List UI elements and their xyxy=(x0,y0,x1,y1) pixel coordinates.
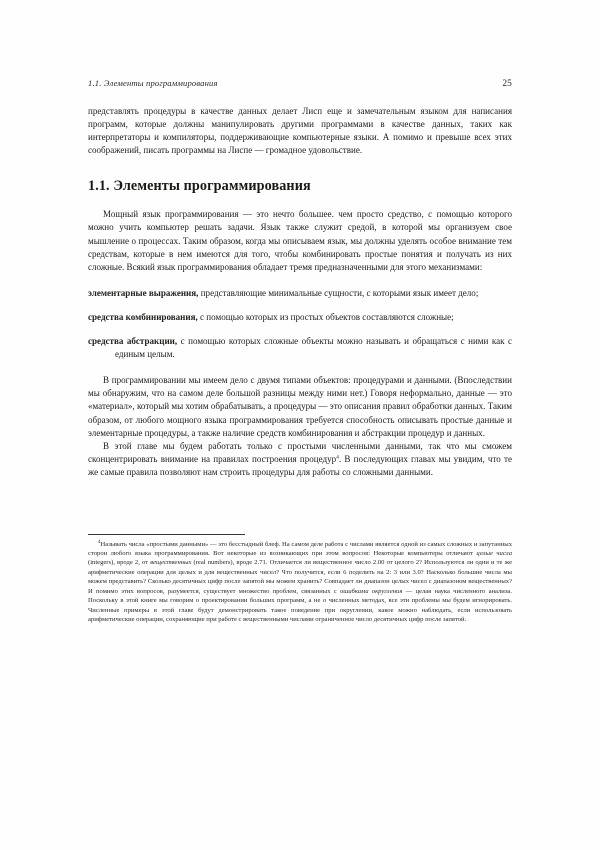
paragraph-two-object-types: В программировании мы имеем дело с двумя типами объектов: процедурами и данными. (Впоследствии мы обнаружим, что на самом деле большой разницы между ними нет.) Говоря неформально, данные — это «материал», который мы хотим обрабатывать, а процедуры — это описания правил обработки данных. Таким образом, от любого мощного языка программирования требуется способность описывать простые данные и элементарные процедуры, а также наличие средств комбинирования и абстракции процедур и данных. xyxy=(88,375,512,438)
footnote-reference-4: 4 xyxy=(336,454,339,461)
definition-term: средства комбинирования, xyxy=(88,311,198,322)
footnote-text-4: — целая наука численного анализа. Поскольку в этой книге мы говорим о проектировании больших программ, а не о численных методах, все эти проблемы мы будем игнорировать. Численные примеры в этой главе будут демонстрировать такое поведение при округлении, какое можно наблюдать, если использовать арифметические операции, сохраняющие при работе с вещественными числами ограниченное число десятичных цифр после запятой. xyxy=(88,587,513,624)
page-content xyxy=(88,78,512,479)
definition-term: элементарные выражения, xyxy=(88,287,199,298)
page-number: 25 xyxy=(502,79,512,89)
footnote-text-3: (real numbers), вроде 2.71. Отличается ли вещественное число 2.00 от целого 2? Используются ли одни и те же арифметические операции для целых и для вещественных чисел? Что получится, если 6 поделить на 2: 3 или 3.0? Насколько большие числа мы можем представить? Сколько десятичных цифр после запятой мы можем хранить? Совпадает ли диапазон целых чисел с диапазоном вещественных? И помимо этих вопросов, разумеется, существует множество проблем, связанных с xyxy=(88,559,512,595)
running-head-title: 1.1. Элементы программирования xyxy=(88,78,218,88)
definition-item xyxy=(88,335,512,361)
definition-description: представляющие минимальные сущности, с которыми язык имеет дело; xyxy=(198,287,479,298)
footnote-text-2: (integers), вроде 2, от xyxy=(88,559,151,567)
footnote-text-1: Называть числа «простыми данными» — это бесстыдный блеф. На самом деле работа с числами является одной из самых сложных и запутанных сторон любого языка программирования. Вот некоторые из возникающих при этом вопросов: Некоторые компьютеры отличают xyxy=(88,540,512,557)
paragraph-chapter-scope-text-b: . В последующих главах мы увидим, что те же самые правила позволяют нам строить процедуры для работы со сложными данными. xyxy=(88,453,512,477)
section-heading: 1.1. Элементы программирования xyxy=(88,178,311,195)
footnote-4 xyxy=(88,540,512,625)
definition-item xyxy=(88,287,512,300)
paragraph-chapter-scope-text-a: В этой главе мы будем работать только с простыми численными данными, так что мы сможем сконцентрировать внимание на правилах построения процедур xyxy=(88,440,512,464)
paragraph-powerful-language: Мощный язык программирования — это нечто большее. чем просто средство, с помощью которого можно учить компьютер решать задачи. Язык также служит средой, в которой мы организуем свое мышление о процессах. Таким образом, когда мы описываем язык, мы должны уделять особое внимание тем средствам, которые в нем имеются для того, чтобы комбинировать простые понятия и получать из них сложные. Всякий язык программирования обладает тремя предназначенными для этого механизмами: xyxy=(88,209,512,272)
definition-description: с помощью которых из простых объектов составляются сложные; xyxy=(197,311,454,322)
footnote-italic-reals: вещественных xyxy=(150,559,192,567)
footnote-italic-rounding-errors: ошибками округления xyxy=(339,587,403,595)
paragraph-continued-intro: представлять процедуры в качестве данных делает Лисп еще и замечательным языком для написания программ, которые должны манипулировать другими программами в качестве данных, таких как интерпретаторы и компиляторы, поддерживающие компьютерные языки. А помимо и превыше всех этих соображений, писать программы на Лиспе — громадное удовольствие. xyxy=(88,106,512,156)
footnote-zone xyxy=(88,534,512,625)
running-head xyxy=(88,78,512,89)
footnote-separator-rule xyxy=(88,534,245,535)
footnote-marker: 4 xyxy=(98,539,101,545)
paragraph-chapter-scope xyxy=(88,440,512,479)
footnote-italic-integers: целые числа xyxy=(476,549,512,557)
mechanisms-definition-list xyxy=(88,287,512,361)
definition-item xyxy=(88,311,512,324)
definition-term: средства абстракции, xyxy=(88,336,178,347)
definition-description: с помощью которых сложные объекты можно называть и обращаться с ними как с единым целым. xyxy=(115,336,512,360)
